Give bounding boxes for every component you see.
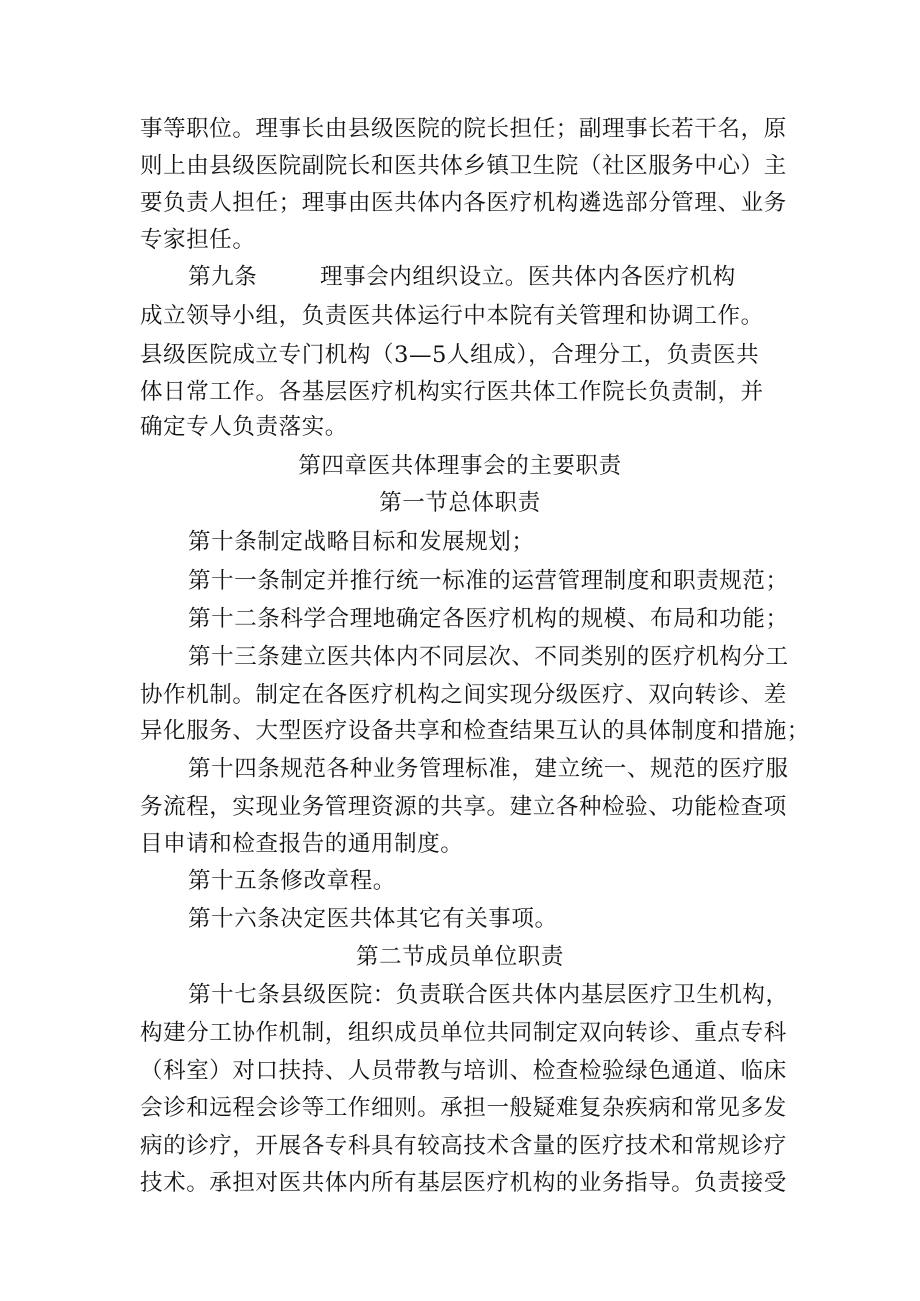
paragraph-line: 确定专人负责落实。 [140,414,348,440]
section-heading: 第二节成员单位职责 [356,944,564,970]
article-line: 第十六条决定医共体其它有关事项。 [188,906,558,932]
paragraph-line: 病的诊疗，开展各专科具有较高技术含量的医疗技术和常规诊疗 [140,1133,787,1159]
paragraph-line: 务流程，实现业务管理资源的共享。建立各种检验、功能检查项 [140,794,787,820]
paragraph-line: 协作机制。制定在各医疗机构之间实现分级医疗、双向转诊、差 [140,682,787,708]
article-9-label: 第九条 [188,264,258,290]
article-line: 第十二条科学合理地确定各医疗机构的规模、布局和功能； [188,606,789,632]
article-9-line [188,262,736,292]
article-line: 第十一条制定并推行统一标准的运营管理制度和职责规范； [188,568,789,594]
article-9-text: 理事会内组织设立。医共体内各医疗机构 [320,264,736,290]
paragraph-line: 事等职位。理事长由县级医院的院长担任；副理事长若干名，原 [140,116,787,142]
paragraph-line: 要负责人担任；理事由医共体内各医疗机构遴选部分管理、业务 [140,190,787,216]
paragraph-line: 构建分工协作机制，组织成员单位共同制定双向转诊、重点专科 [140,1020,787,1046]
paragraph-line: （科室）对口扶持、人员带教与培训、检查检验绿色通道、临床 [140,1058,787,1084]
paragraph-line: 体日常工作。各基层医疗机构实行医共体工作院长负责制，并 [140,379,764,405]
article-line: 第十四条规范各种业务管理标准，建立统一、规范的医疗服 [188,756,789,782]
article-line: 第十条制定战略目标和发展规划； [188,529,535,555]
paragraph-line: 会诊和远程会诊等工作细则。承担一般疑难复杂疾病和常见多发 [140,1095,787,1121]
paragraph-line: 专家担任。 [140,227,256,253]
chapter-heading: 第四章医共体理事会的主要职责 [298,453,622,479]
paragraph-line: 县级医院成立专门机构（3—5人组成），合理分工，负责医共 [140,342,760,368]
paragraph-line: 技术。承担对医共体内所有基层医疗机构的业务指导。负责接受 [140,1170,787,1196]
article-line: 第十五条修改章程。 [188,868,396,894]
article-line: 第十三条建立医共体内不同层次、不同类别的医疗机构分工 [188,644,789,670]
paragraph-line: 目申请和检查报告的通用制度。 [140,831,464,857]
paragraph-line: 则上由县级医院副院长和医共体乡镇卫生院（社区服务中心）主 [140,153,787,179]
section-heading: 第一节总体职责 [379,490,541,516]
article-line: 第十七条县级医院：负责联合医共体内基层医疗卫生机构， [188,982,789,1008]
paragraph-line: 成立领导小组，负责医共体运行中本院有关管理和协调工作。 [140,303,764,329]
paragraph-line: 异化服务、大型医疗设备共享和检查结果互认的具体制度和措施； [140,718,810,744]
